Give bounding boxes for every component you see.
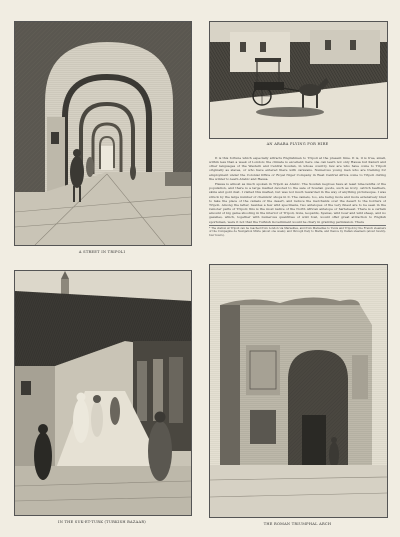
araba-caption: AN ARABA PLYING FOR HIRE xyxy=(266,142,329,146)
bazaar-engraving xyxy=(14,270,192,516)
bazaar-engraving-drawing xyxy=(15,271,191,515)
article-text xyxy=(209,156,386,260)
street-engraving xyxy=(14,21,192,246)
arch-caption: THE ROMAN TRIUMPHAL ARCH xyxy=(263,522,332,526)
arch-engraving-drawing xyxy=(210,265,387,517)
article-paragraph-2: Hausa is almost as much spoken in Tripoli as Arabic. The Soudan negroes have at least nine-tenths of the population, and there is a large market devoted to the sale of Soudan goods, such as ivory, ostrich feathers, skins and gold dust. I visited this market, but was not much rewarded in the way of anything picturesque. I was struck by the large number of chemists' shops in it. The camels, too, are being more and more extensively bred to take the place of the camels of the desert, and reduce the merchants over the desert to the borders of Tripoli. Among the latter, besides a few wild specimens, two antelopes of the very finest are to be seen in the remoter parts of Tripoli; this is the most native of the North African antelope or hartebeest. There is a certain amount of big game shooting in the interior of Tripoli, lions, leopards, hyenas, wild boar and wild sheep, and no gazelles, which, together with numerous quantities of wild fowl, would offer great attraction to English sportsmen, were it not that the Turkish Government would be chary in granting permission. There xyxy=(209,182,386,224)
araba-engraving-drawing xyxy=(210,22,387,138)
street-caption: A STREET IN TRIPOLI xyxy=(78,250,126,254)
arch-engraving xyxy=(209,264,388,518)
article-footnote: * The station at Tripoli can be reached from London via Marseilles, and from Marseilles to Tunis and Tripoli by the French steamers of the Compagnie de Navigation Mixte (about one week); and through Italy to Malta, and thence by Italian steamers (about twenty-four hours). xyxy=(209,226,386,237)
street-engraving-drawing xyxy=(15,22,191,245)
article-paragraph-1: It is this fortune which especially attracts Englishmen to Tripoli at the present time. It is, it is true, small, within less than a week of London; the climate is excellent; here one can learn not only Hausa but Kanuri and other languages of the Western and Central Soudan, in whose country, few are who have come to Tripoli originally as slaves, or who have entered there with caravans. Numerous young men who are training for employment under the Colonial Office or Royal Niger Company in West Central Africa come to Tripoli during the winter to learn Arabic and Hausa. xyxy=(209,156,386,181)
araba-engraving xyxy=(209,21,388,139)
bazaar-caption: IN THE SUK-ET-TURK (TURKISH BAZAAR) xyxy=(58,520,146,524)
